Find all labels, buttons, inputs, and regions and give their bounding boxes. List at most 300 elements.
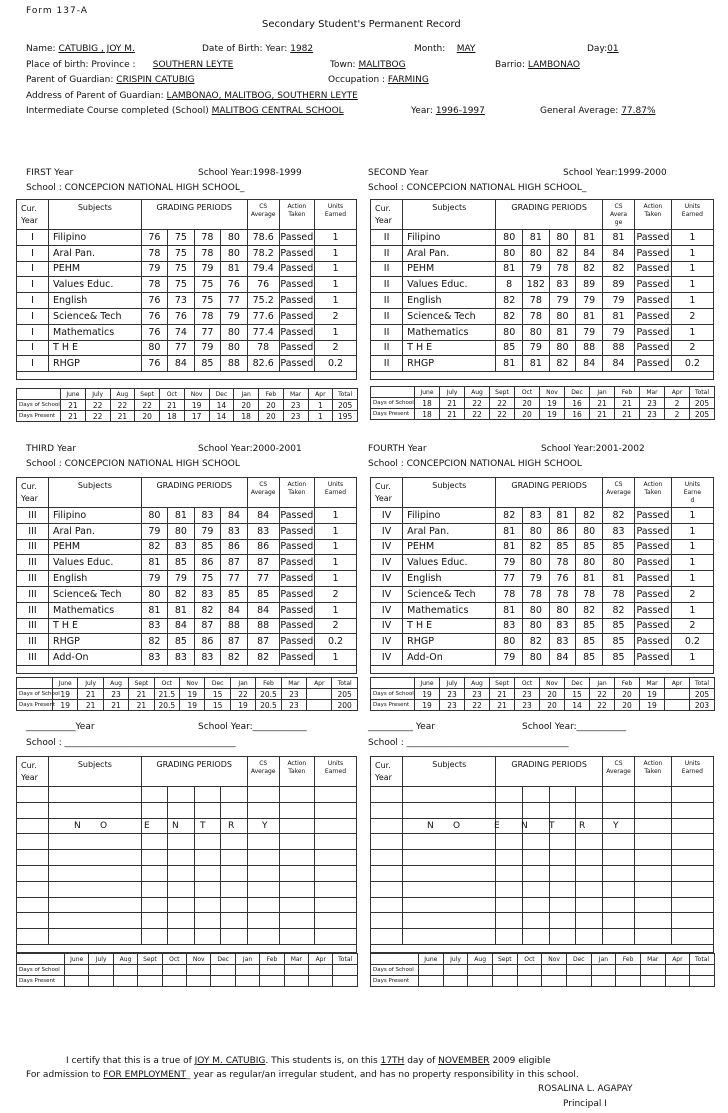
table-cell: PEHM	[403, 261, 496, 277]
days-present-cell: 19	[640, 700, 665, 711]
table-cell: 2	[315, 618, 357, 634]
year-level: THIRD Year	[26, 444, 77, 454]
table-cell	[371, 802, 403, 818]
table-cell	[671, 913, 713, 929]
days-present-cell	[468, 976, 493, 987]
table-cell: Passed	[635, 293, 672, 309]
table-cell: 76	[168, 308, 194, 324]
days-present-cell: 2	[665, 409, 690, 420]
table-cell: 75	[194, 571, 220, 587]
table-row	[371, 508, 714, 524]
table-cell: 85	[168, 555, 194, 571]
table-cell: 1	[315, 650, 357, 666]
table-cell	[168, 897, 194, 913]
days-school-cell: 20	[234, 400, 259, 411]
month-header: Aug	[113, 954, 137, 965]
action-taken-header: Action Taken	[279, 200, 314, 230]
table-row	[17, 586, 357, 602]
table-cell: II	[371, 324, 403, 340]
table-cell: 79	[221, 308, 248, 324]
table-cell: 1	[315, 555, 357, 571]
table-row	[17, 508, 357, 524]
days-present-cell: 19	[415, 700, 440, 711]
month-header: Sept	[135, 389, 160, 400]
table-cell	[17, 834, 49, 850]
table-cell	[635, 850, 672, 866]
table-cell: Passed	[635, 586, 672, 602]
table-cell: III	[17, 523, 49, 539]
table-cell: Passed	[279, 634, 314, 650]
table-row	[17, 865, 357, 881]
table-cell	[523, 850, 550, 866]
table-cell: II	[371, 245, 403, 261]
school-name: School : CONCEPCION NATIONAL HIGH SCHOOL	[26, 459, 240, 469]
month-header: Feb	[615, 387, 640, 398]
table-cell: 79	[602, 293, 634, 309]
table-cell: 84	[221, 508, 248, 524]
days-present-cell	[162, 976, 186, 987]
table-cell: 83	[168, 539, 194, 555]
table-cell	[496, 913, 523, 929]
table-cell: Filipino	[49, 230, 142, 246]
table-cell: I	[17, 308, 49, 324]
month-header: July	[85, 389, 110, 400]
table-cell: Passed	[279, 602, 314, 618]
table-cell	[496, 929, 523, 945]
table-cell: 81	[496, 602, 523, 618]
table-cell: II	[371, 277, 403, 293]
days-school-cell	[89, 965, 113, 976]
barrio-line: Barrio: LAMBONAO	[495, 60, 580, 70]
name-line: Name: CATUBIG , JOY M.	[26, 44, 135, 54]
table-cell	[194, 865, 220, 881]
table-cell	[496, 850, 523, 866]
days-school-cell: 22	[465, 398, 490, 409]
table-cell: RHGP	[49, 634, 142, 650]
table-cell: III	[17, 634, 49, 650]
month-header: Total	[333, 954, 357, 965]
table-cell: Passed	[279, 230, 314, 246]
table-cell	[315, 850, 357, 866]
days-school-cell	[640, 965, 665, 976]
table-cell: Passed	[635, 230, 672, 246]
table-cell: 84	[602, 356, 634, 372]
month-header: Sept	[138, 954, 162, 965]
table-cell: III	[17, 602, 49, 618]
table-cell	[635, 865, 672, 881]
days-school-cell: 20	[259, 400, 284, 411]
table-cell: 1	[671, 571, 713, 587]
table-cell	[602, 834, 634, 850]
days-present-cell: 20	[515, 409, 540, 420]
days-present-cell: 21	[440, 409, 465, 420]
days-school-label: Days of School	[371, 965, 419, 976]
table-cell: English	[403, 293, 496, 309]
month-header: Total	[690, 678, 715, 689]
table-cell: 81	[168, 508, 194, 524]
table-cell: 1	[671, 602, 713, 618]
blank-school-year-right: School Year:___________	[522, 722, 627, 732]
table-cell: RHGP	[403, 356, 496, 372]
days-school-cell: 14	[209, 400, 234, 411]
days-school-cell: 22	[590, 689, 615, 700]
table-cell	[168, 802, 194, 818]
table-cell: 73	[168, 293, 194, 309]
table-cell: 78	[549, 555, 576, 571]
days-present-label: Days Present	[17, 700, 53, 711]
table-cell	[17, 850, 49, 866]
days-present-cell: 21	[490, 700, 515, 711]
days-school-cell	[138, 965, 162, 976]
form-number: Form 137-A	[26, 6, 88, 16]
table-cell: 83	[549, 277, 576, 293]
table-cell	[523, 929, 550, 945]
table-cell: 82	[576, 602, 603, 618]
table-cell	[49, 818, 142, 834]
table-cell: Aral Pan.	[49, 245, 142, 261]
signatory-title: Principal I	[563, 1099, 607, 1109]
days-present-cell	[260, 976, 284, 987]
table-row	[371, 929, 714, 945]
days-school-cell: 22	[230, 689, 255, 700]
days-school-cell	[309, 965, 333, 976]
table-row	[371, 618, 714, 634]
table-cell: 77.6	[247, 308, 279, 324]
table-cell: Passed	[279, 586, 314, 602]
spacer-row	[17, 372, 357, 380]
table-cell	[221, 787, 248, 803]
table-cell: II	[371, 261, 403, 277]
table-cell	[602, 881, 634, 897]
table-cell	[635, 818, 672, 834]
month-header: Mar	[284, 954, 308, 965]
table-cell	[315, 913, 357, 929]
table-cell: 79	[523, 261, 550, 277]
days-school-cell: 20.5	[256, 689, 281, 700]
table-cell: 84	[576, 245, 603, 261]
table-row	[371, 571, 714, 587]
table-cell: 83	[602, 523, 634, 539]
table-cell: 1	[315, 230, 357, 246]
school-name: School : CONCEPCION NATIONAL HIGH SCHOOL	[368, 459, 582, 469]
table-cell: IV	[371, 634, 403, 650]
days-present-cell: 21	[615, 409, 640, 420]
table-cell	[247, 787, 279, 803]
days-school-cell: 16	[565, 398, 590, 409]
table-cell: 78	[523, 308, 550, 324]
days-school-label: Days of School	[17, 965, 65, 976]
table-cell: IV	[371, 571, 403, 587]
table-cell	[576, 787, 603, 803]
table-cell	[221, 881, 248, 897]
month-header: Nov	[542, 954, 567, 965]
table-cell: 82	[602, 602, 634, 618]
days-school-cell: 21	[61, 400, 86, 411]
table-cell: 78.2	[247, 245, 279, 261]
table-cell: 74	[168, 324, 194, 340]
table-cell: 78	[549, 261, 576, 277]
table-cell: RHGP	[403, 634, 496, 650]
table-cell: 79	[496, 555, 523, 571]
table-cell: IV	[371, 650, 403, 666]
table-cell	[671, 897, 713, 913]
table-cell: 76	[549, 571, 576, 587]
days-present-cell: 21	[61, 411, 86, 422]
table-cell: 80	[602, 555, 634, 571]
days-present-cell: 22	[85, 411, 110, 422]
table-cell: 2	[315, 586, 357, 602]
table-cell	[221, 929, 248, 945]
days-present-cell: 19	[230, 700, 255, 711]
days-school-cell: 19	[540, 398, 565, 409]
month-header: Feb	[616, 954, 641, 965]
table-cell: 76	[221, 277, 248, 293]
table-cell: 83	[141, 618, 167, 634]
table-cell: Passed	[635, 356, 672, 372]
occupation-line: Occupation : FARMING	[328, 75, 429, 85]
table-cell: 81	[549, 324, 576, 340]
subjects-header: Subjects	[403, 478, 496, 508]
days-school-cell: 15	[565, 689, 590, 700]
table-row	[17, 539, 357, 555]
table-cell: 81	[576, 308, 603, 324]
table-cell	[671, 802, 713, 818]
days-school-cell: 205	[690, 689, 715, 700]
table-cell: 81	[576, 230, 603, 246]
month-header: Apr	[665, 678, 690, 689]
days-school-cell: 19	[640, 689, 665, 700]
month-header: Feb	[256, 678, 281, 689]
days-school-cell	[260, 965, 284, 976]
table-cell	[496, 802, 523, 818]
grades-header-row	[17, 200, 357, 230]
table-cell	[315, 929, 357, 945]
table-cell: Passed	[279, 340, 314, 356]
table-cell	[371, 818, 403, 834]
table-cell	[168, 881, 194, 897]
table-cell: 1	[671, 539, 713, 555]
table-cell: 1	[315, 571, 357, 587]
school-year: School Year:1999-2000	[563, 168, 667, 178]
table-row	[371, 897, 714, 913]
table-cell	[403, 818, 496, 834]
days-school-cell	[542, 965, 567, 976]
table-cell: 78	[549, 586, 576, 602]
table-cell: 86	[194, 555, 220, 571]
days-school-cell	[468, 965, 493, 976]
units-earned-header: Units Earned	[671, 757, 713, 787]
days-school-cell: 15	[205, 689, 230, 700]
general-average: 77.87%	[621, 106, 656, 116]
table-cell: 75.2	[247, 293, 279, 309]
table-cell: Passed	[635, 324, 672, 340]
grades-table	[370, 477, 714, 674]
table-cell	[194, 802, 220, 818]
table-cell: 77	[496, 571, 523, 587]
table-cell: Science& Tech	[49, 586, 142, 602]
cs-average-header: CS Average	[247, 200, 279, 230]
days-present-cell: 18	[160, 411, 185, 422]
table-cell	[49, 865, 142, 881]
dob-year: 1982	[290, 44, 314, 54]
days-present-cell: 21	[103, 700, 128, 711]
day-line: Day:01	[587, 44, 619, 54]
table-cell: I	[17, 230, 49, 246]
month-header: Dec	[211, 954, 235, 965]
days-present-cell: 23	[283, 411, 308, 422]
table-cell: 87	[194, 618, 220, 634]
table-cell: English	[49, 293, 142, 309]
table-cell	[279, 865, 314, 881]
table-cell: 1	[315, 539, 357, 555]
table-cell: PEHM	[403, 539, 496, 555]
table-row	[17, 555, 357, 571]
table-cell: T H E	[49, 618, 142, 634]
town: MALITBOG	[358, 60, 406, 70]
table-cell	[17, 881, 49, 897]
guardian-line: Parent of Guardian: CRISPIN CATUBIG	[26, 75, 195, 85]
table-cell: 76	[141, 308, 167, 324]
table-cell: Passed	[635, 571, 672, 587]
table-cell: I	[17, 340, 49, 356]
table-cell: 81	[496, 261, 523, 277]
table-cell: IV	[371, 523, 403, 539]
student-name: CATUBIG , JOY M.	[58, 44, 135, 54]
table-cell	[315, 818, 357, 834]
table-cell: 82.6	[247, 356, 279, 372]
grades-header-row	[371, 200, 714, 230]
table-cell: 82	[141, 539, 167, 555]
table-cell: 80	[549, 340, 576, 356]
table-cell: Mathematics	[49, 324, 142, 340]
table-cell: 80	[168, 523, 194, 539]
table-row	[17, 245, 357, 261]
days-present-label: Days Present	[17, 411, 61, 422]
table-row	[371, 523, 714, 539]
table-cell: 84	[247, 602, 279, 618]
month-header: Aug	[465, 387, 490, 398]
table-cell: Aral Pan.	[403, 245, 496, 261]
table-cell: 80	[221, 324, 248, 340]
table-cell: 80	[549, 308, 576, 324]
table-cell: 79.4	[247, 261, 279, 277]
table-cell: 79	[576, 293, 603, 309]
attendance-table	[16, 953, 358, 987]
month-header: June	[65, 954, 89, 965]
school-year: School Year:2001-2002	[541, 444, 645, 454]
table-cell: 1	[671, 650, 713, 666]
table-row	[371, 293, 714, 309]
days-school-cell: 205	[333, 400, 358, 411]
table-cell	[221, 850, 248, 866]
no-entry-letter: T	[200, 821, 206, 831]
table-cell: 80	[576, 555, 603, 571]
table-cell	[221, 834, 248, 850]
table-cell: Passed	[635, 245, 672, 261]
grades-header-row	[371, 757, 714, 787]
table-cell: 82	[496, 508, 523, 524]
table-cell: 1	[315, 508, 357, 524]
year-level: FOURTH Year	[368, 444, 427, 454]
table-cell	[549, 787, 576, 803]
units-earned-header: Units Earned	[315, 757, 357, 787]
table-cell	[279, 818, 314, 834]
month-header: Feb	[260, 954, 284, 965]
certification-line-1: I certify that this is a true of JOY M. CATUBIG. This students is, on this 17TH day of NOVEMBER 2009 eligible	[66, 1056, 551, 1066]
grades-table	[370, 756, 714, 953]
days-present-cell: 23	[281, 700, 306, 711]
table-cell	[279, 787, 314, 803]
days-school-label: Days of School	[371, 398, 415, 409]
table-cell	[141, 787, 167, 803]
table-cell	[602, 897, 634, 913]
table-cell: 83	[247, 523, 279, 539]
table-cell	[371, 787, 403, 803]
table-cell: 76	[141, 324, 167, 340]
table-cell: 81	[496, 356, 523, 372]
table-cell: 80	[523, 555, 550, 571]
province: SOUTHERN LEYTE	[152, 60, 234, 70]
table-cell	[247, 850, 279, 866]
table-cell	[576, 881, 603, 897]
days-school-cell: 19	[415, 689, 440, 700]
table-cell: 75	[168, 245, 194, 261]
days-present-cell: 1	[308, 411, 333, 422]
table-cell: 81	[141, 602, 167, 618]
table-cell	[279, 881, 314, 897]
table-cell: Aral Pan.	[403, 523, 496, 539]
table-cell	[671, 787, 713, 803]
days-school-cell: 23	[103, 689, 128, 700]
blank-cell	[17, 678, 53, 689]
table-cell: 80	[523, 650, 550, 666]
month-header: Total	[333, 389, 358, 400]
table-cell	[371, 897, 403, 913]
days-school-cell	[591, 965, 616, 976]
table-cell	[371, 913, 403, 929]
subjects-header: Subjects	[49, 478, 142, 508]
table-cell	[194, 818, 220, 834]
table-cell: 78	[194, 230, 220, 246]
table-cell	[168, 913, 194, 929]
table-cell: 85	[168, 634, 194, 650]
table-cell	[602, 850, 634, 866]
days-present-cell: 20.5	[256, 700, 281, 711]
table-row	[17, 308, 357, 324]
spacer-row	[371, 372, 714, 380]
table-cell: I	[17, 277, 49, 293]
month-header: Total	[690, 387, 715, 398]
table-cell: 79	[194, 261, 220, 277]
table-cell	[315, 897, 357, 913]
table-cell: Passed	[279, 308, 314, 324]
table-cell: 82	[247, 650, 279, 666]
month-header: Jan	[590, 678, 615, 689]
table-cell: Mathematics	[403, 324, 496, 340]
table-cell	[671, 929, 713, 945]
units-earned-header: Units Earned	[671, 200, 713, 230]
table-cell: 79	[576, 324, 603, 340]
table-cell	[371, 881, 403, 897]
days-school-cell: 205	[690, 398, 715, 409]
table-row	[371, 602, 714, 618]
table-cell	[49, 850, 142, 866]
table-cell	[549, 834, 576, 850]
school-year: School Year:1998-1999	[198, 168, 302, 178]
grades-table	[16, 756, 357, 953]
table-cell: 81	[523, 230, 550, 246]
table-cell	[635, 787, 672, 803]
